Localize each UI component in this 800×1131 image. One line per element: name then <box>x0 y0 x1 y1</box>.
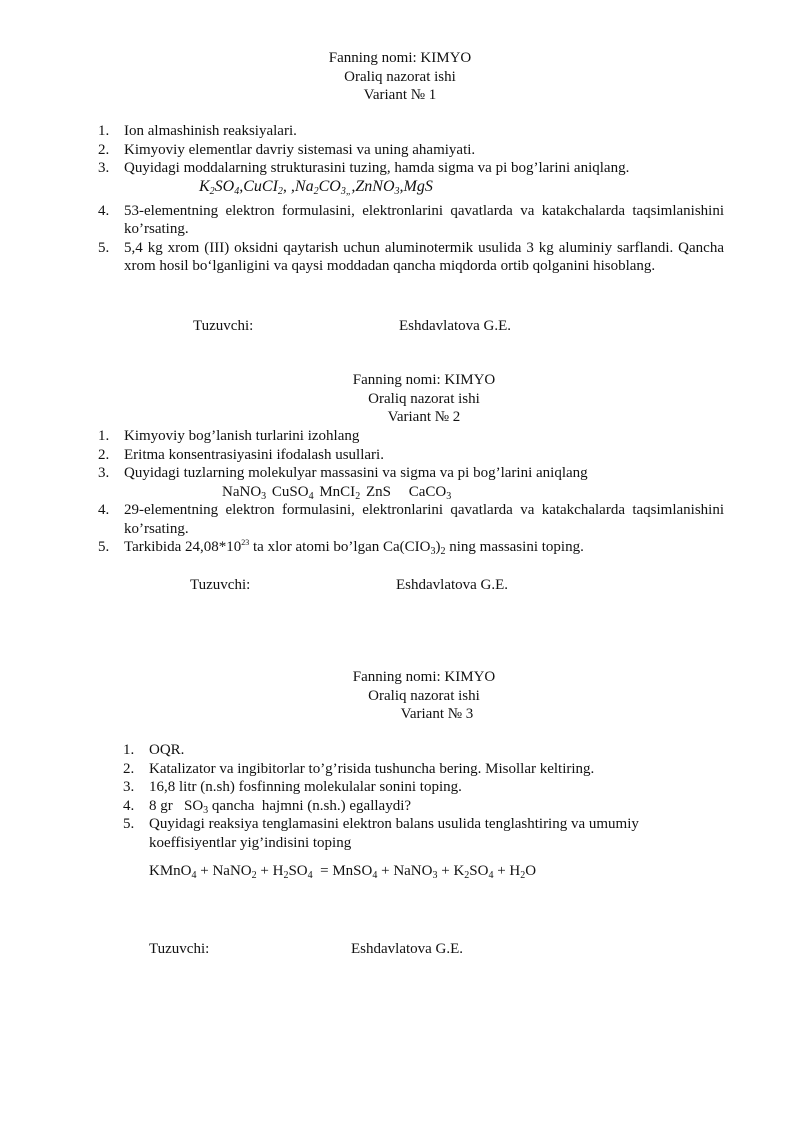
variant-2-header <box>224 371 624 427</box>
question-item <box>98 501 724 538</box>
question-number: 3. <box>98 160 110 176</box>
author-label: Tuzuvchi: <box>190 577 251 593</box>
salt-formula: NaNO$_3$ <box>222 483 267 502</box>
author-name: Eshdavlatova G.E. <box>351 941 464 957</box>
variant-3-questions <box>123 741 689 852</box>
question-text: 5,4 kg xrom (III) oksidni qaytarish uchun aluminotermik usulida 3 kg aluminiy sarflandi. Qancha xrom hosil bo‘lganligini va qaysi moddadan qancha miqdorda ortib qolganini hisoblang. <box>124 239 724 274</box>
question-number: 5. <box>98 539 110 555</box>
question-item <box>98 446 724 465</box>
subject-title: Fanning nomi: KIMYO <box>328 50 472 66</box>
question-item <box>98 141 724 160</box>
question-text: Kimyoviy bog’lanish turlarini izohlang <box>124 428 360 444</box>
question-number: 5. <box>123 816 135 832</box>
question-item <box>123 815 689 852</box>
question-number: 1. <box>123 742 135 758</box>
variant-number: Variant № 1 <box>363 87 437 103</box>
variant-number: Variant № 2 <box>387 409 461 425</box>
author-name: Eshdavlatova G.E. <box>396 577 509 593</box>
subject-title: Fanning nomi: KIMYO <box>352 372 496 388</box>
variant-1-questions <box>98 122 724 276</box>
work-type: Oraliq nazorat ishi <box>344 68 456 85</box>
work-type: Oraliq nazorat ishi <box>368 390 480 407</box>
question-item <box>123 778 689 797</box>
question-text: 53-elementning elektron formulasini, elektronlarini qavatlarda va katakchalarda taqsimlanishini ko’rsating. <box>124 202 724 237</box>
author-name: Eshdavlatova G.E. <box>399 318 512 334</box>
question-text: 29-elementning elektron formulasini, elektronlarini qavatlarda va katakchalarda taqsimlanishini ko’rsating. <box>124 502 724 537</box>
question-text: Quyidagi tuzlarning molekulyar massasini va sigma va pi bog’larini aniqlang <box>124 465 588 481</box>
question-number: 1. <box>98 428 110 444</box>
question-number: 2. <box>98 141 110 158</box>
salt-formula: ZnS <box>365 483 391 500</box>
salt-formula: CaCO$_3$ <box>408 483 452 502</box>
reaction-equation: KMnO$_4$ + NaNO$_2$ + $H_2SO_4$ = MnSO$_4$ + NaNO$_3$ + $K_2SO_4 + H_2O$ <box>149 863 537 881</box>
question-number: 4. <box>98 202 110 219</box>
question-item <box>123 797 689 816</box>
salt-formula: CuSO$_4$ <box>271 483 314 502</box>
question-number: 3. <box>123 779 135 795</box>
question-number: 1. <box>98 123 110 139</box>
question-number: 4. <box>98 502 110 518</box>
question-item <box>98 427 724 446</box>
question-text: Kimyoviy elementlar davriy sistemasi va uning ahamiyati. <box>124 141 476 158</box>
chemical-formula: $K_2SO_4,CuCI_2$, $,Na_2CO_{3„},ZnNO_3,MgS$ <box>199 177 433 197</box>
variant-3-header <box>224 668 624 724</box>
formula-line <box>124 178 724 202</box>
question-item <box>98 122 724 141</box>
question-text: 8 gr $SO_3$ qancha hajmni (n.sh.) egallaydi? <box>149 797 412 816</box>
variant-1-header <box>200 49 600 105</box>
question-number: 5. <box>98 239 110 256</box>
question-item <box>123 741 689 760</box>
work-type: Oraliq nazorat ishi <box>368 687 480 704</box>
question-text: Katalizator va ingibitorlar to’g’risida tushuncha bering. Misollar keltiring. <box>149 760 595 777</box>
variant-2-signature <box>0 576 800 596</box>
salt-formula: MnCI$_2$ <box>319 483 361 502</box>
question-text: OQR. <box>149 742 185 758</box>
salts-line <box>124 483 724 502</box>
question-number: 2. <box>123 760 135 777</box>
question-number: 2. <box>98 446 110 463</box>
question-text: Eritma konsentrasiyasini ifodalash usullari. <box>124 446 384 463</box>
question-text: Quyidagi reaksiya tenglamasini elektron balans usulida tenglashtiring va umumiy koeffisiyentlar yig’indisini toping <box>149 816 639 851</box>
subject-title: Fanning nomi: KIMYO <box>352 669 496 685</box>
question-item <box>98 538 724 557</box>
question-text: Quyidagi moddalarning strukturasini tuzing, hamda sigma va pi bog’larini aniqlang. <box>124 160 630 176</box>
variant-1-signature <box>0 317 800 337</box>
author-label: Tuzuvchi: <box>149 941 210 957</box>
variant-number: Variant № 3 <box>400 706 474 722</box>
variant-2-questions <box>98 427 724 557</box>
question-item <box>98 159 724 178</box>
question-text: 16,8 litr (n.sh) fosfinning molekulalar sonini toping. <box>149 779 462 795</box>
question-item <box>98 239 724 276</box>
question-item <box>98 202 724 239</box>
question-item <box>98 464 724 483</box>
author-label: Tuzuvchi: <box>193 318 254 334</box>
question-text: Tarkibida $24,08*10^{23}$ ta xlor atomi bo’lgan $Ca(CIO_3)_2$ ning massasini toping. <box>124 538 584 557</box>
question-item <box>123 760 689 779</box>
variant-3-signature <box>0 940 800 960</box>
question-number: 3. <box>98 465 110 481</box>
question-number: 4. <box>123 797 135 814</box>
question-text: Ion almashinish reaksiyalari. <box>124 123 297 139</box>
